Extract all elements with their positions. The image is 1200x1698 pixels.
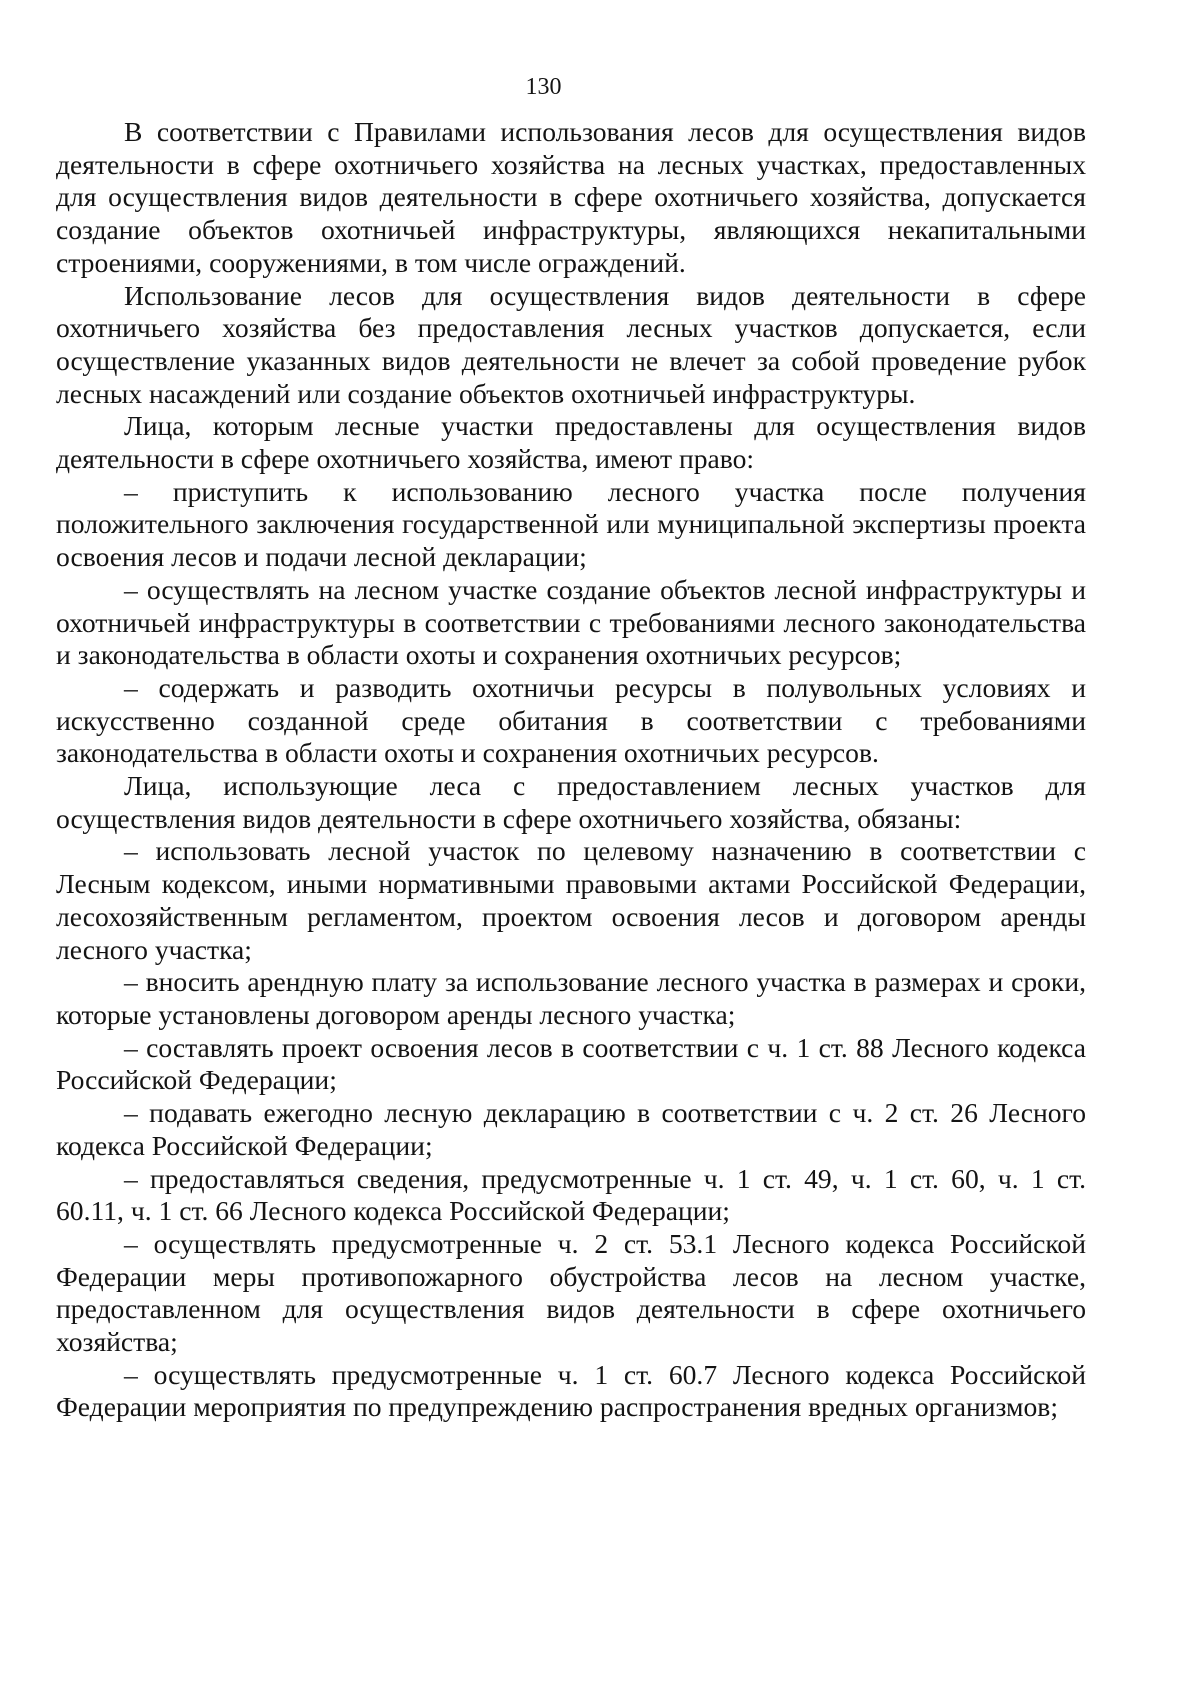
- paragraph-hunting-infrastructure-permitted: В соответствии с Правилами использования лесов для осуществления видов деятельности в сфере охотничьего хозяйства на лесных участках, предоставленных для осуществления видов деятельности в сфере охотничьего хозяйства, допускается создание объектов охотничьей инфраструктуры, являющихся некапитальными строениями, сооружениями, в том числе ограждений.: [56, 116, 1086, 278]
- paragraph-use-without-plots: Использование лесов для осуществления видов деятельности в сфере охотничьего хозяйства без предоставления лесных участков допускается, если осуществление указанных видов деятельности не влечет за собой проведение рубок лесных насаждений или создание объектов охотничьей инфраструктуры.: [56, 279, 1086, 409]
- list-item-right-create-infrastructure: – осуществлять на лесном участке создание объектов лесной инфраструктуры и охотничьей инфраструктуры в соответствии с требованиями лесного законодательства и законодательства в области охоты и сохранения охотничьих ресурсов;: [56, 573, 1086, 671]
- document-body: [56, 116, 1086, 1424]
- list-item-duty-fire-prevention: – осуществлять предусмотренные ч. 2 ст. 53.1 Лесного кодекса Российской Федерации меры противопожарного обустройства лесов на лесном участке, предоставленном для осуществления видов деятельности в сфере охотничьего хозяйства;: [56, 1227, 1086, 1358]
- page-number: 130: [525, 74, 562, 100]
- list-item-right-start-use: – приступить к использованию лесного участка после получения положительного заключения государственной или муниципальной экспертизы проекта освоения лесов и подачи лесной декларации;: [56, 475, 1086, 573]
- list-item-duty-annual-declaration: – подавать ежегодно лесную декларацию в соответствии с ч. 2 ст. 26 Лесного кодекса Российской Федерации;: [56, 1097, 1086, 1161]
- paragraph-rights-intro: Лица, которым лесные участки предоставлены для осуществления видов деятельности в сфере охотничьего хозяйства, имеют право:: [56, 410, 1086, 475]
- list-item-duty-intended-use: – использовать лесной участок по целевому назначению в соответствии с Лесным кодексом, иными нормативными правовыми актами Российской Федерации, лесохозяйственным регламентом, проектом освоения лесов и договором аренды лесного участка;: [56, 835, 1086, 965]
- list-item-duty-rent-payment: – вносить арендную плату за использование лесного участка в размерах и сроки, которые установлены договором аренды лесного участка;: [56, 966, 1086, 1030]
- list-item-right-breed-resources: – содержать и разводить охотничьи ресурсы в полувольных условиях и искусственно созданной среде обитания в соответствии с требованиями законодательства в области охоты и сохранения охотничьих ресурсов.: [56, 671, 1086, 769]
- list-item-duty-pest-prevention: – осуществлять предусмотренные ч. 1 ст. 60.7 Лесного кодекса Российской Федерации мероприятия по предупреждению распространения вредных организмов;: [56, 1358, 1086, 1423]
- paragraph-obligations-intro: Лица, использующие леса с предоставлением лесных участков для осуществления видов деятельности в сфере охотничьего хозяйства, обязаны:: [56, 770, 1086, 834]
- list-item-duty-development-project: – составлять проект освоения лесов в соответствии с ч. 1 ст. 88 Лесного кодекса Российской Федерации;: [56, 1031, 1086, 1096]
- list-item-duty-provide-information: – предоставляться сведения, предусмотренные ч. 1 ст. 49, ч. 1 ст. 60, ч. 1 ст. 60.11, ч. 1 ст. 66 Лесного кодекса Российской Федерации;: [56, 1162, 1086, 1227]
